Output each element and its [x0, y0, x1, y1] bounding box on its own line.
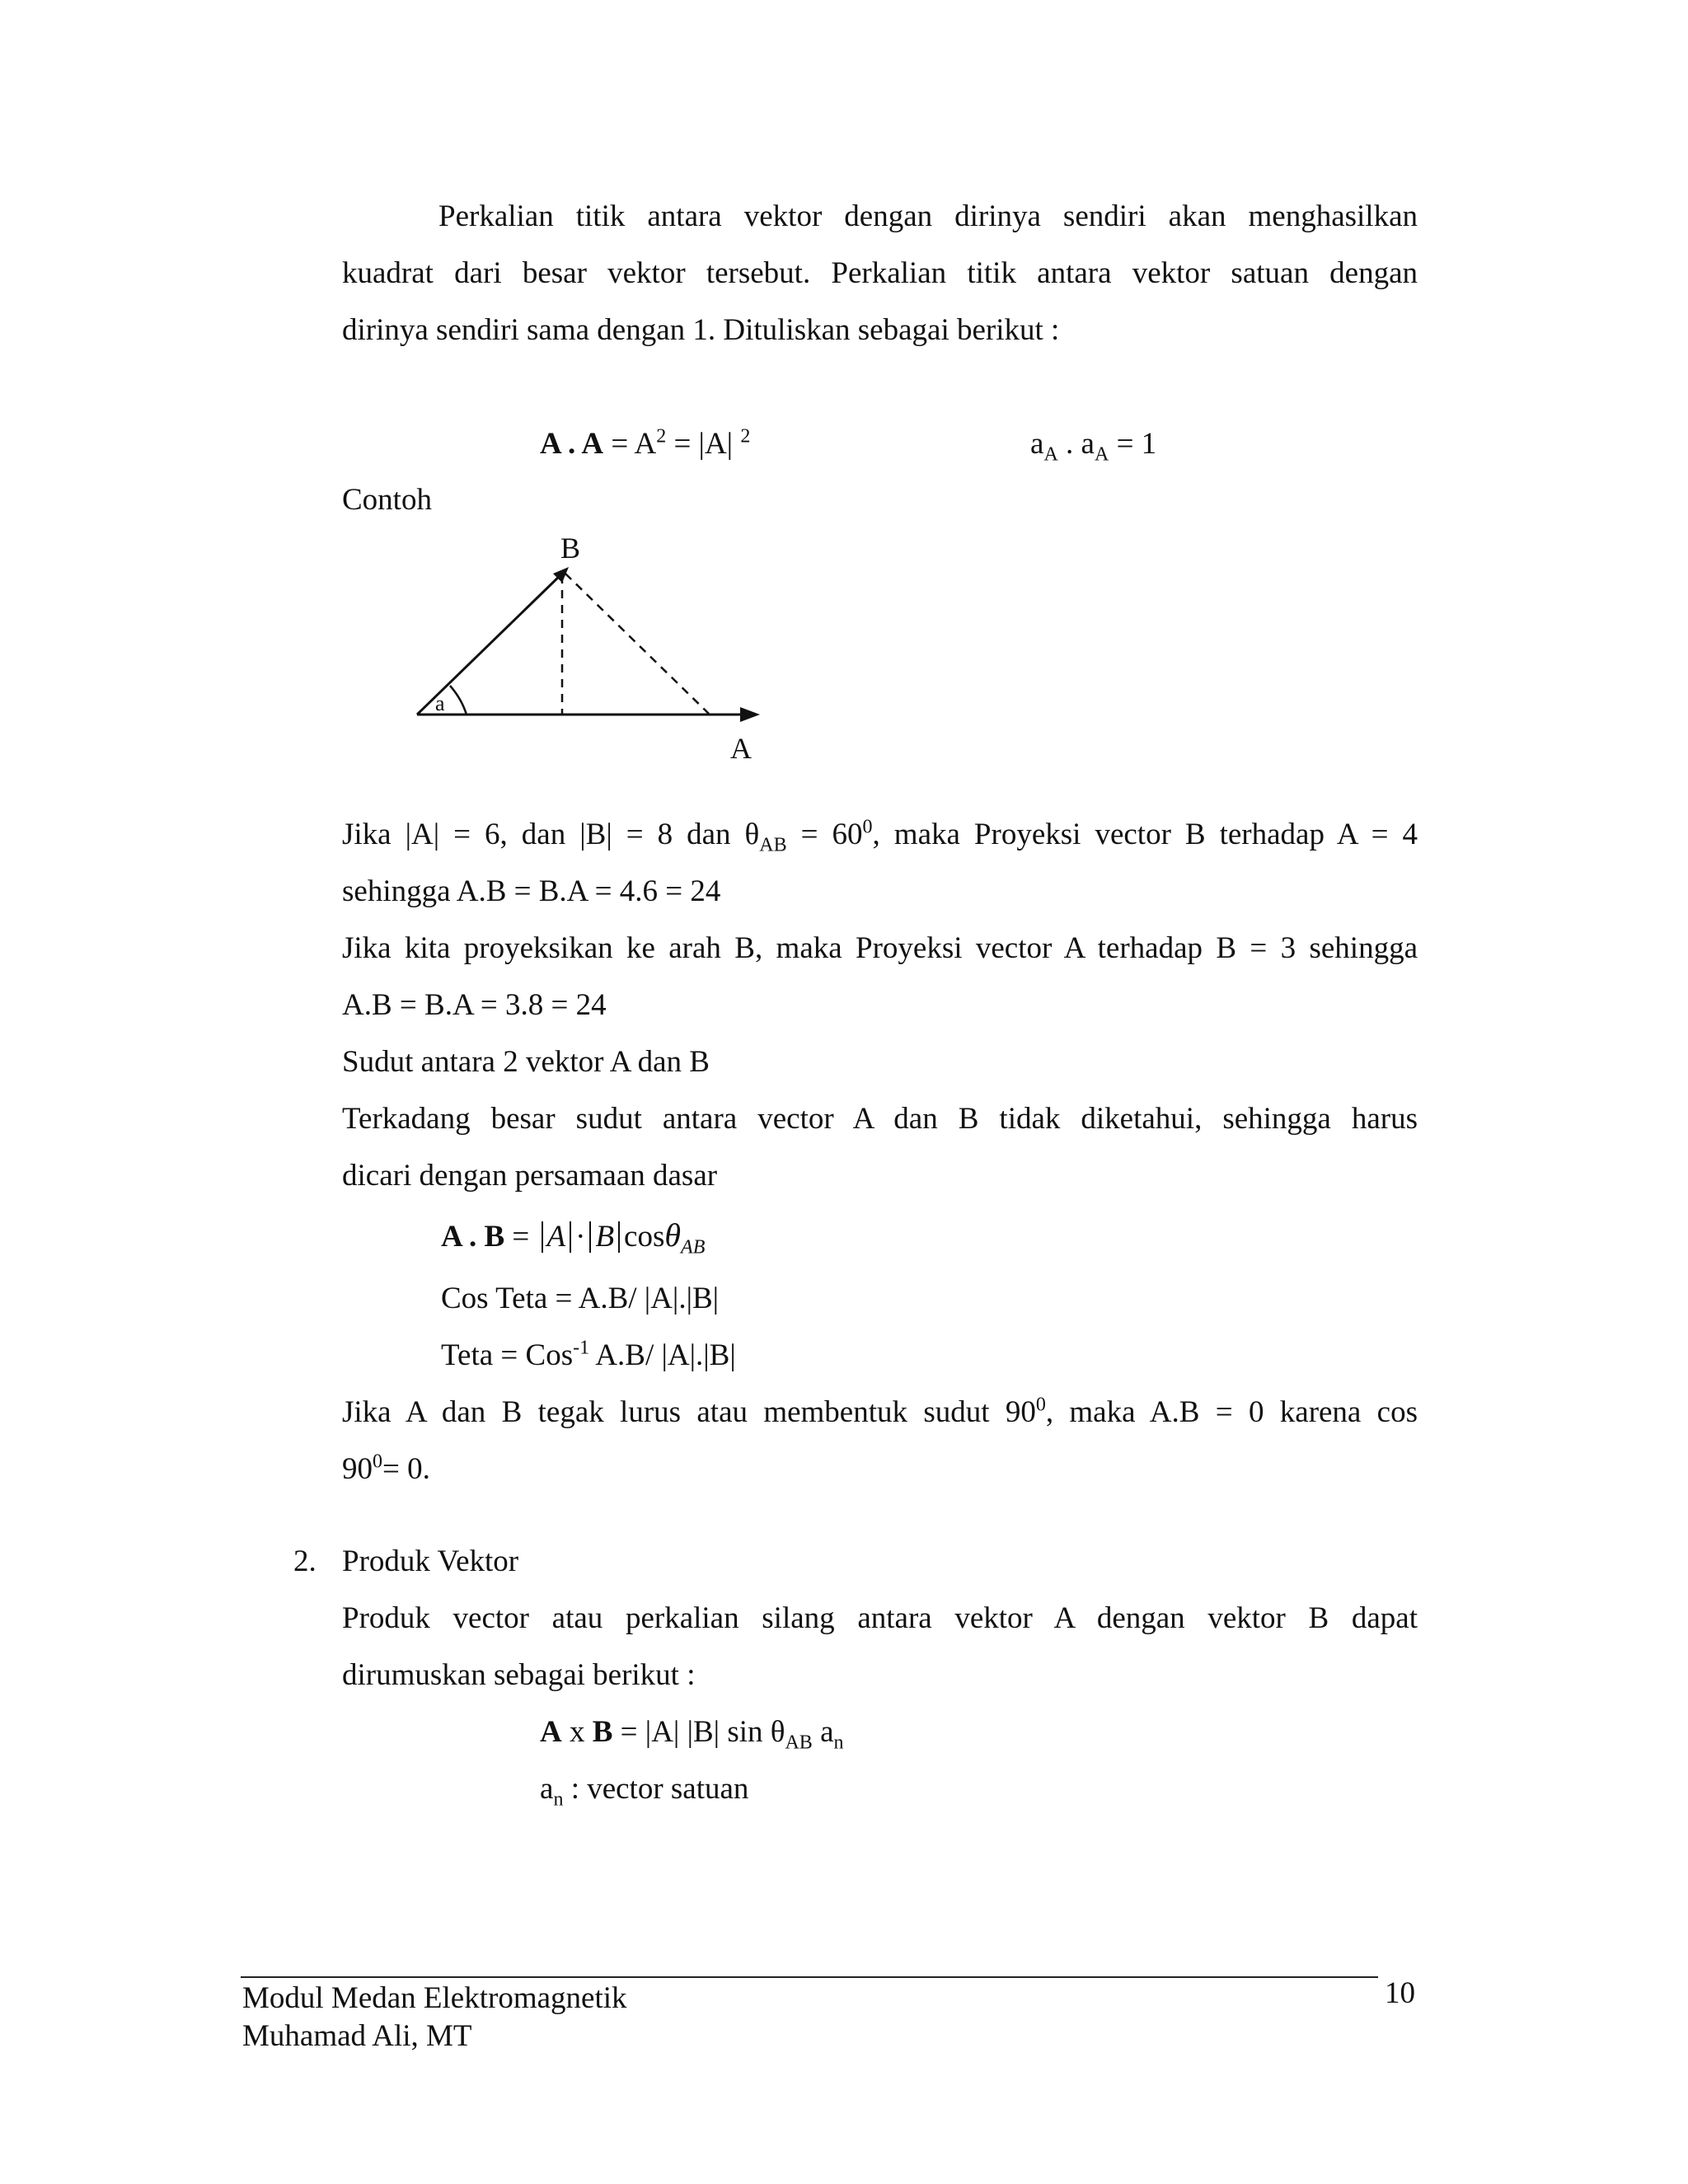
label-b: B: [560, 532, 581, 565]
example-line-1: Jika |A| = 6, dan |B| = 8 dan $\theta_{AB} = 60^0$, maka Proyeksi vector B terhadap A = 4: [342, 816, 1418, 856]
section-desc-line: Produk vector atau perkalian silang antara vektor A dengan vektor B dapat: [342, 1601, 1418, 1635]
paragraph-line: Perkalian titik antara vektor dengan dirinya sendiri akan menghasilkan: [438, 199, 1418, 233]
perpendicular-line-1: Jika A dan B tegak lurus atau membentuk sudut $90^0$, maka A.B = 0 karena cos: [342, 1394, 1418, 1429]
footer-module-title: Modul Medan Elektromagnetik: [242, 1981, 627, 2015]
perpendicular-line-2: $90^0= 0$.: [342, 1451, 430, 1486]
cos-teta-formula: Cos Teta = A.B/ |A|.|B|: [441, 1282, 720, 1315]
cross-product-formula: A x B = |A| |B| $\sin \theta_{AB}$ $a_n$: [540, 1715, 844, 1754]
page-number: 10: [1385, 1976, 1415, 2010]
footer-author: Muhamad Ali, MT: [242, 2019, 472, 2053]
example-line: Sudut antara 2 vektor A dan B: [342, 1045, 710, 1079]
example-line: Terkadang besar sudut antara vector A dan B tidak diketahui, sehingga harus: [342, 1102, 1418, 1136]
vector-a-arrowhead: [740, 707, 760, 722]
label-a: A: [730, 732, 752, 765]
projection-perpendicular-dashed: [565, 574, 709, 714]
example-line: sehingga A.B = B.A = 4.6 = 24: [342, 874, 721, 908]
example-line: dicari dengan persamaan dasar: [342, 1159, 718, 1193]
section-title: Produk Vektor: [342, 1544, 519, 1578]
label-angle: a: [435, 691, 445, 715]
teta-formula: Teta = Cos$^{-1}$ A.B/ |A|.|B|: [441, 1337, 736, 1372]
section-number: 2.: [293, 1544, 316, 1578]
unit-vector-definition: $a_n$ : vector satuan: [540, 1772, 749, 1811]
equation-unit-dot: $a_A$ . $a_A = 1$: [1030, 427, 1157, 466]
paragraph-line: kuadrat dari besar vektor tersebut. Perkalian titik antara vektor satuan dengan: [342, 256, 1418, 290]
footer-rule: [241, 1976, 1378, 1978]
contoh-label: Contoh: [342, 483, 432, 517]
equation-self-dot: A . $A = A^2 = |A|$ $^2$: [540, 425, 751, 461]
example-line: A.B = B.A = 3.8 = 24: [342, 988, 607, 1022]
angle-arc: [450, 686, 467, 715]
paragraph-line: dirinya sendiri sama dengan 1. Dituliskan sebagai berikut :: [342, 313, 1060, 347]
section-desc-line: dirumuskan sebagai berikut :: [342, 1658, 696, 1692]
vector-projection-diagram: [404, 527, 783, 775]
example-line: Jika kita proyeksikan ke arah B, maka Proyeksi vector A terhadap B = 3 sehingga: [342, 931, 1418, 965]
dot-product-formula: A . B = A · B cosθ$_{AB}$: [441, 1216, 706, 1258]
